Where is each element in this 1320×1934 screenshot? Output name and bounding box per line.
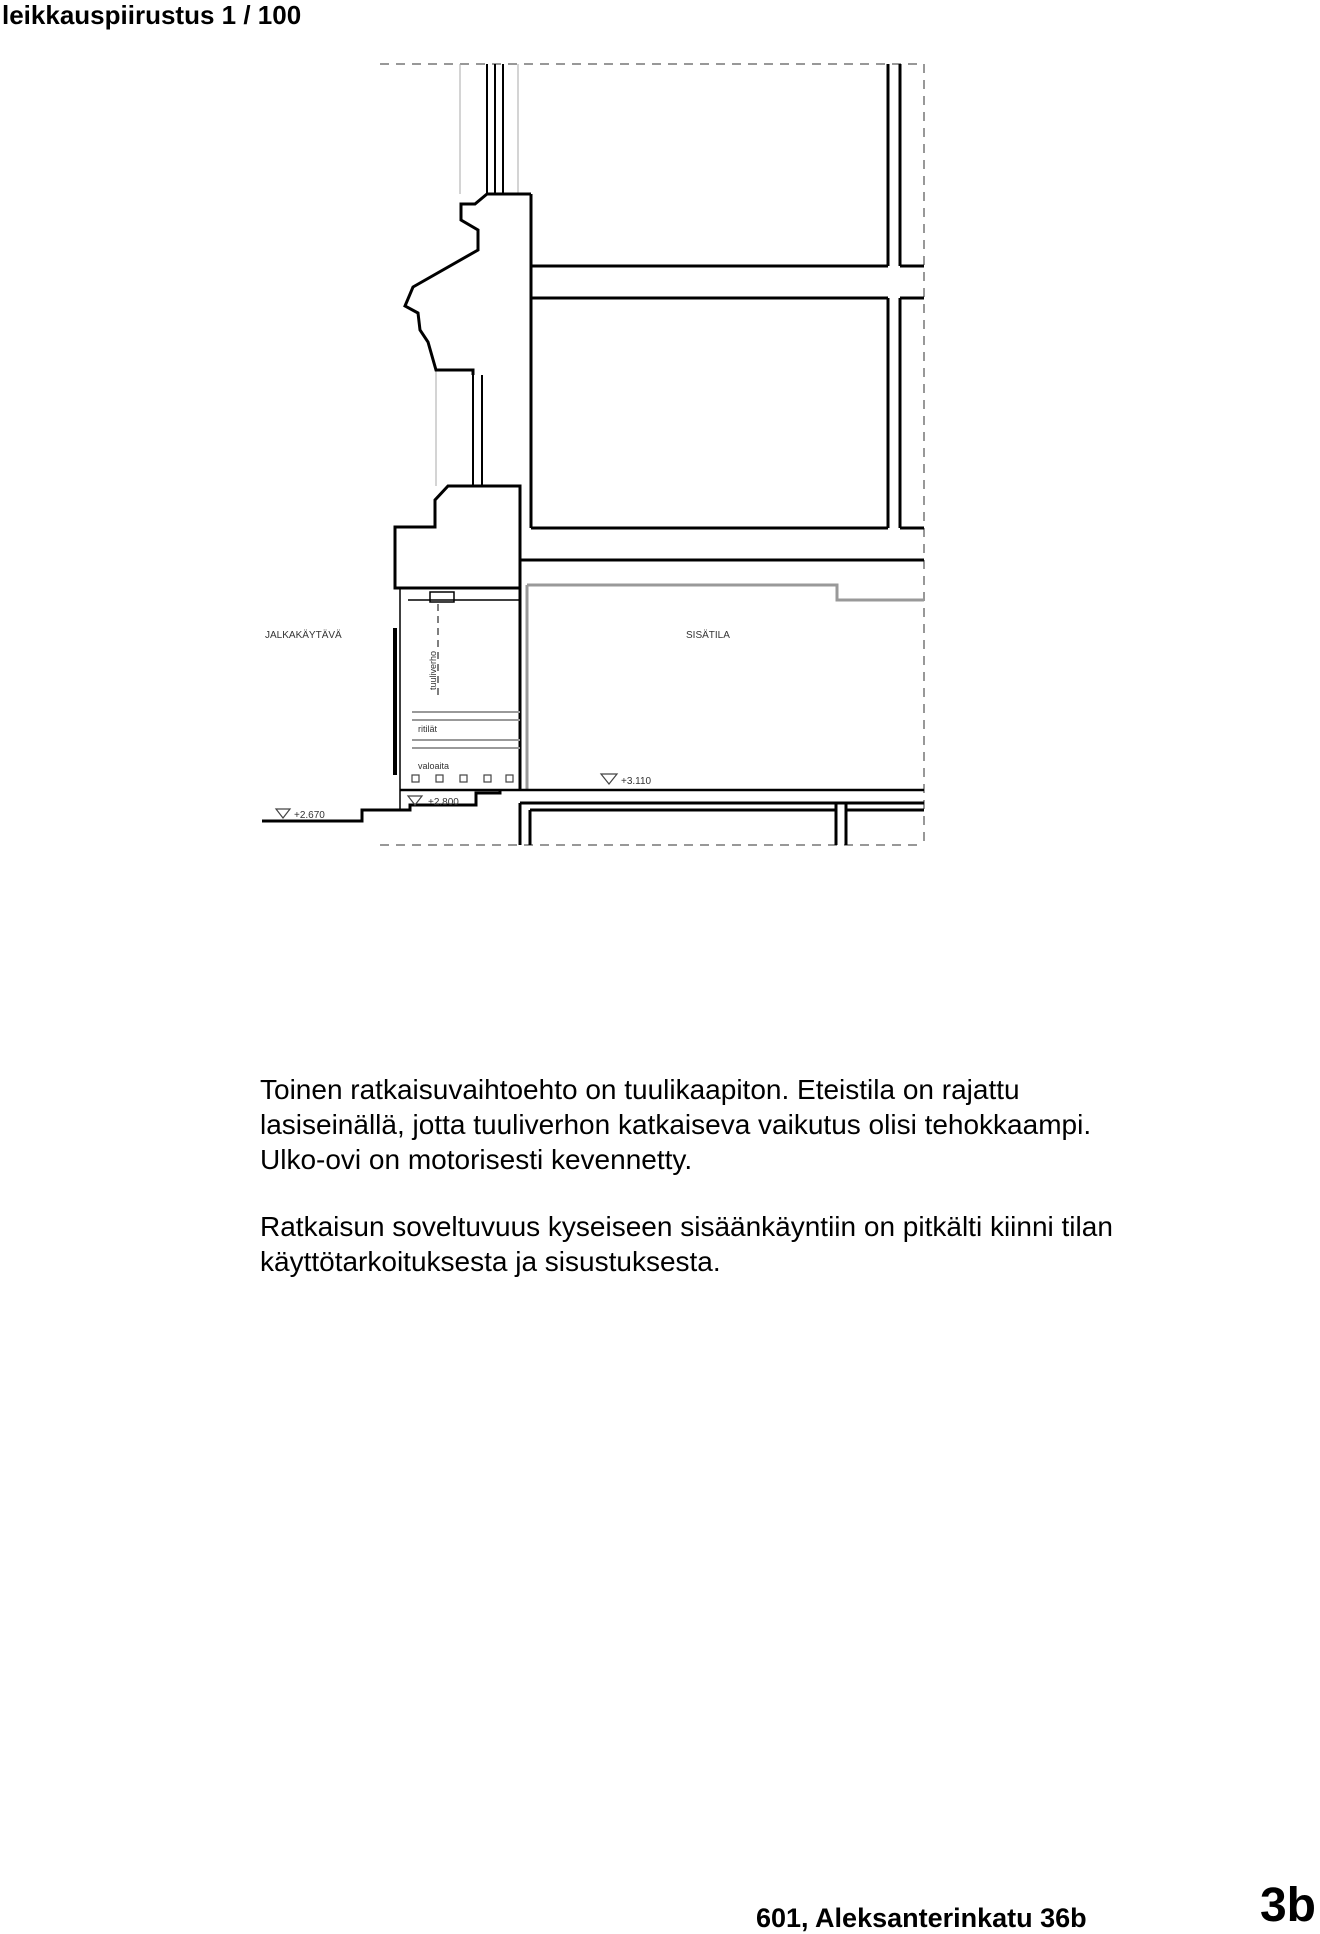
description-paragraph: Ratkaisun soveltuvuus kyseiseen sisäänkäyntiin on pitkälti kiinni tilan käyttötarkoituksesta ja sisustuksesta. (260, 1211, 1113, 1277)
footer-address: 601, Aleksanterinkatu 36b (756, 1903, 1087, 1933)
label-interior: SISÄTILA (686, 630, 730, 641)
label-level-interior: +3.110 (621, 776, 652, 787)
page-number: 3b (1259, 1879, 1316, 1932)
description-paragraph: Toinen ratkaisuvaihtoehto on tuulikaapiton. Eteistila on rajattu lasiseinällä, jotta tuuliverhon katkaiseva vaikutus olisi tehokkaampi. Ulko-ovi on motorisesti kevennetty. (260, 1074, 1092, 1175)
interior-ceiling (527, 585, 924, 600)
upper-cornice (405, 194, 531, 375)
light-well-markers (412, 775, 513, 782)
building-structure (520, 64, 924, 790)
label-level-entrance: +2.800 (428, 797, 459, 808)
label-light-well: valoaita (418, 761, 450, 771)
section-drawing (0, 0, 1320, 860)
page-title: leikkauspiirustus 1 / 100 (2, 0, 302, 30)
label-level-exterior: +2.670 (294, 810, 325, 821)
window-frame-upper (487, 64, 503, 194)
section-boundary (380, 64, 924, 845)
label-air-curtain: tuuliverho (428, 650, 438, 690)
label-grates: ritilät (418, 724, 438, 734)
label-sidewalk: JALKAKÄYTÄVÄ (265, 630, 342, 641)
window-frame-middle (473, 375, 482, 486)
description (260, 1072, 1120, 1311)
lower-floor (520, 803, 924, 845)
lower-sill (395, 486, 520, 588)
